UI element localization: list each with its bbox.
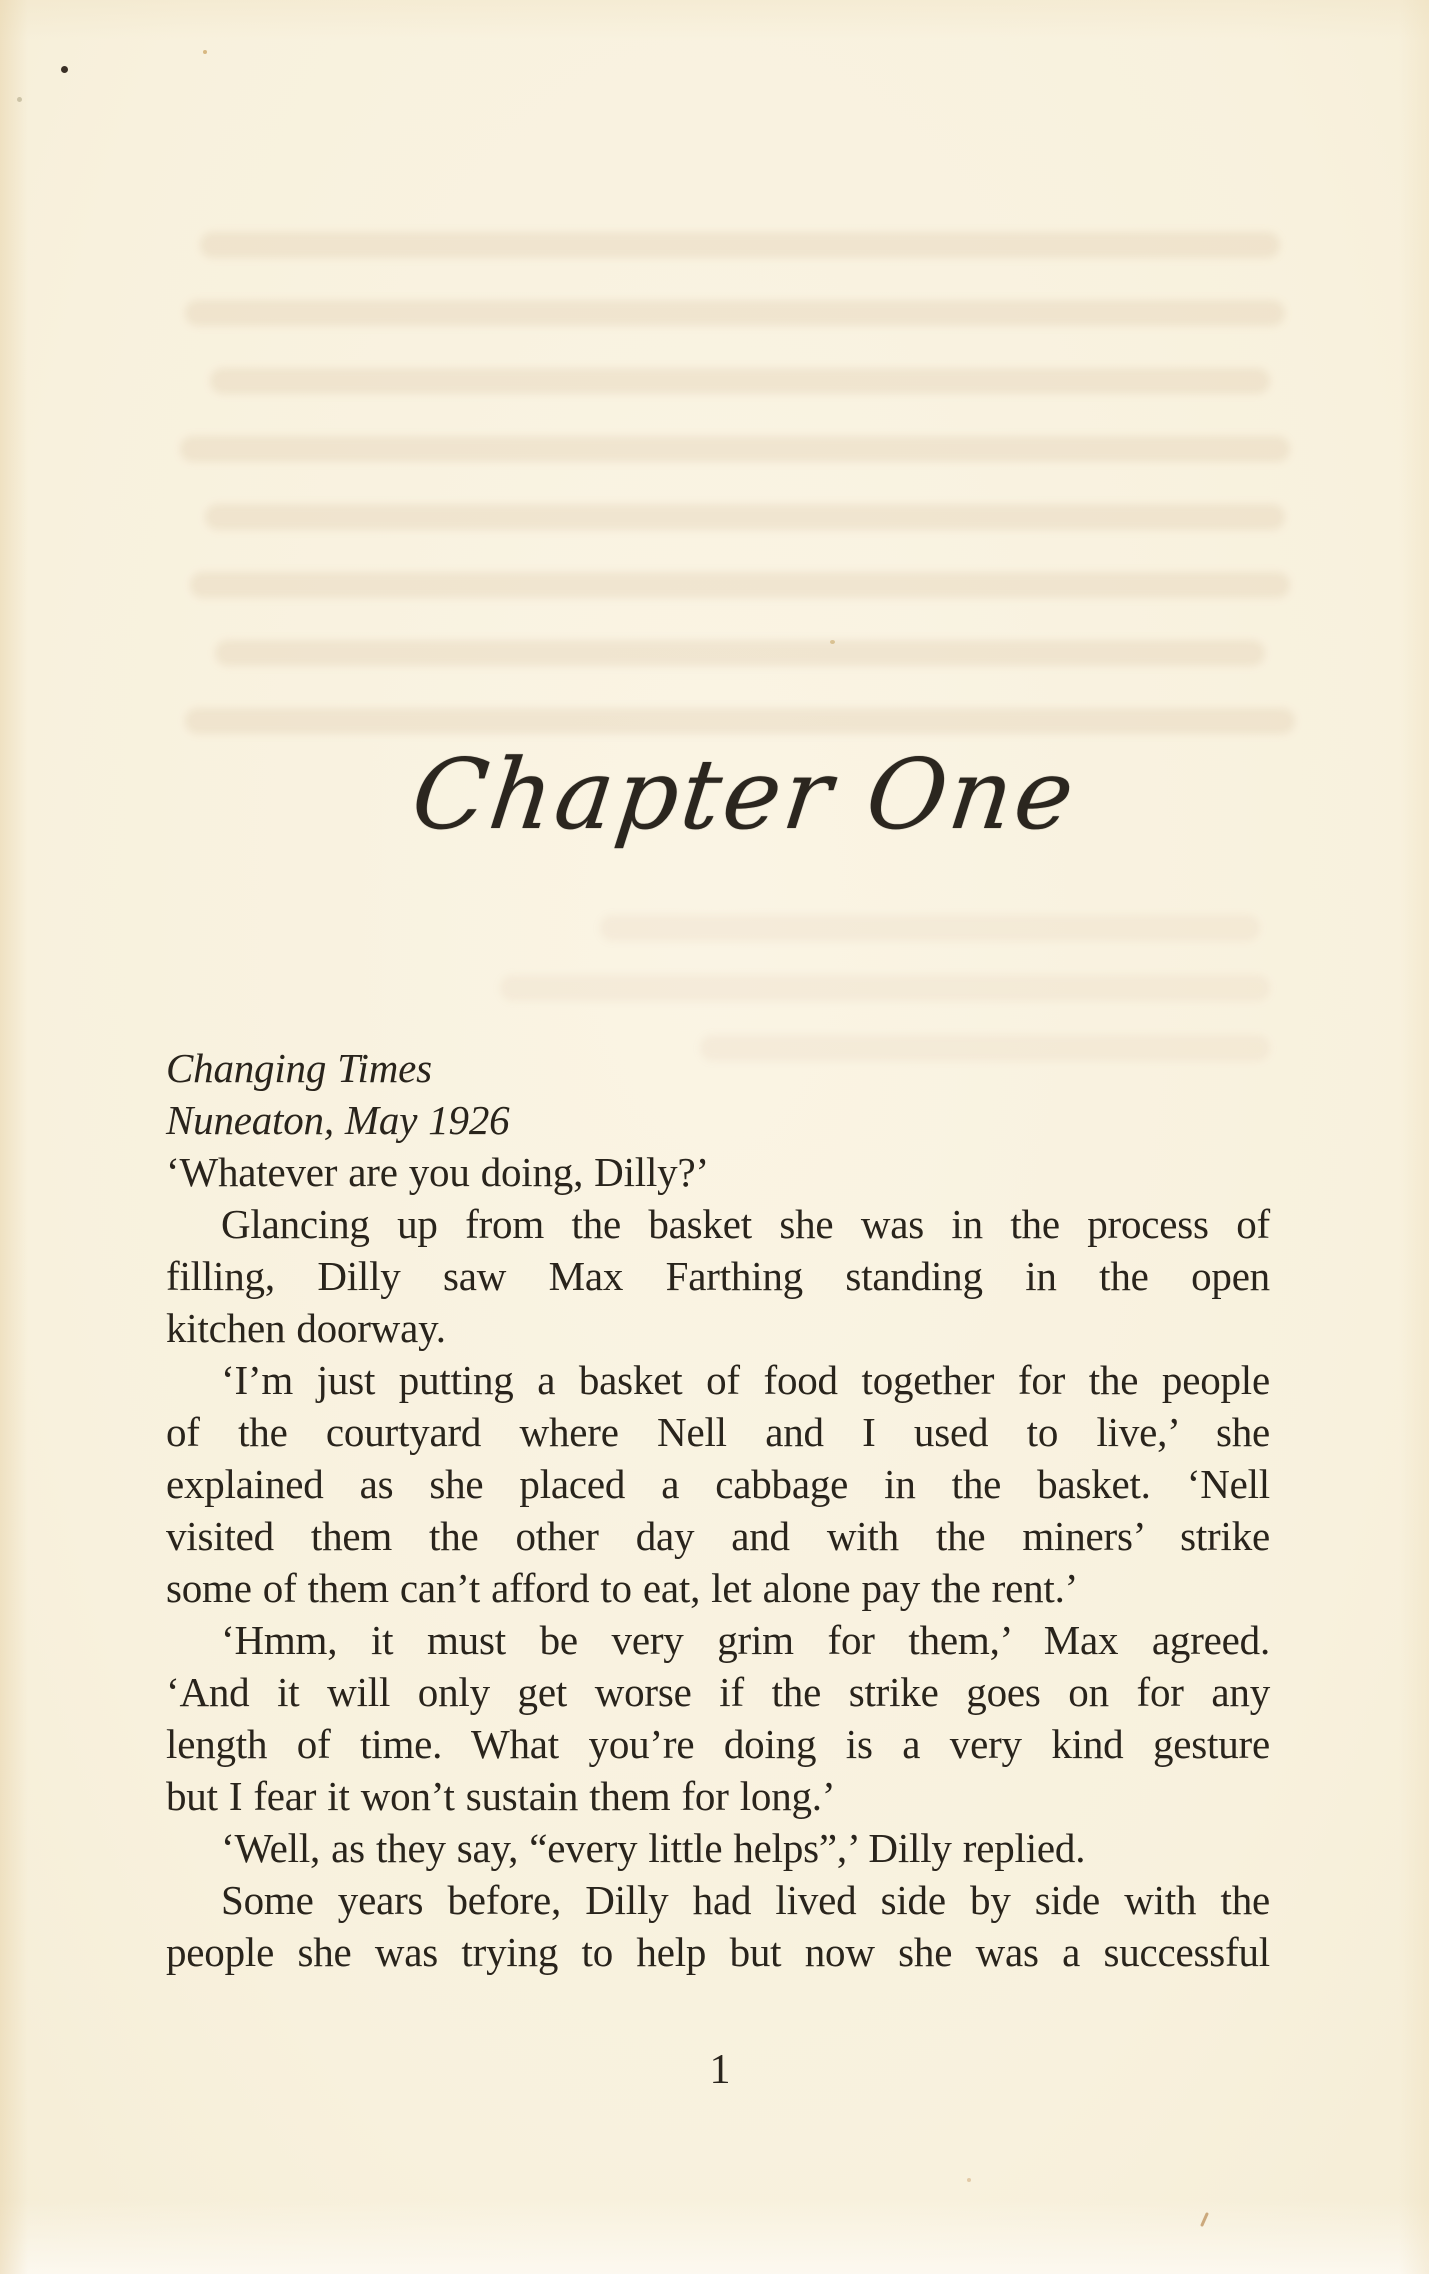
text-line: ‘Hmm, it must be very grim for them,’ Max agreed. — [221, 1617, 1270, 1663]
bleed-through-line — [500, 975, 1270, 1001]
text-line: people she was trying to help but now she was a successful — [166, 1929, 1270, 1975]
paper-speck — [967, 2178, 971, 2182]
bleed-through-line — [210, 368, 1270, 394]
text-line: Glancing up from the basket she was in the process of — [221, 1201, 1270, 1247]
paragraph — [166, 1614, 1270, 1822]
paragraph — [166, 1822, 1270, 1874]
body-text — [166, 1042, 1270, 1978]
text-line: ‘And it will only get worse if the strike goes on for any — [166, 1669, 1270, 1715]
page-number: 1 — [709, 2047, 731, 2093]
paragraph — [166, 1354, 1270, 1614]
section-title: Changing Times — [166, 1045, 432, 1091]
paper-fiber — [1200, 2212, 1209, 2227]
text-line: some of them can’t afford to eat, let alone pay the rent.’ — [166, 1565, 1079, 1611]
bleed-through-line — [200, 232, 1280, 258]
text-line: of the courtyard where Nell and I used to live,’ she — [166, 1409, 1270, 1455]
paragraph — [166, 1874, 1270, 1978]
bleed-through-line — [190, 572, 1290, 598]
text-line: ‘I’m just putting a basket of food together for the people — [221, 1357, 1270, 1403]
chapter-heading: Chapter One — [406, 738, 1083, 851]
paper-speck — [17, 97, 22, 102]
dialogue-line: ‘Whatever are you doing, Dilly?’ — [166, 1149, 709, 1195]
bleed-through-line — [600, 915, 1260, 941]
bleed-through-line — [215, 640, 1265, 666]
text-line: ‘Well, as they say, “every little helps”,’ Dilly replied. — [221, 1825, 1086, 1871]
text-line: filling, Dilly saw Max Farthing standing in the open — [166, 1253, 1270, 1299]
bleed-through-line — [185, 708, 1295, 734]
bleed-through-line — [180, 436, 1290, 462]
paper-speck — [203, 50, 207, 54]
paper-speck — [61, 66, 68, 73]
text-line: Some years before, Dilly had lived side by side with the — [221, 1877, 1270, 1923]
bleed-through-line — [205, 504, 1285, 530]
text-line: kitchen doorway. — [166, 1305, 446, 1351]
paragraph — [166, 1198, 1270, 1354]
section-dateline: Nuneaton, May 1926 — [166, 1097, 510, 1143]
text-line: but I fear it won’t sustain them for long.’ — [166, 1773, 836, 1819]
text-line: explained as she placed a cabbage in the basket. ‘Nell — [166, 1461, 1270, 1507]
text-line: length of time. What you’re doing is a very kind gesture — [166, 1721, 1270, 1767]
text-line: visited them the other day and with the miners’ strike — [166, 1513, 1270, 1559]
paper-speck — [830, 640, 835, 644]
bleed-through-line — [185, 300, 1285, 326]
